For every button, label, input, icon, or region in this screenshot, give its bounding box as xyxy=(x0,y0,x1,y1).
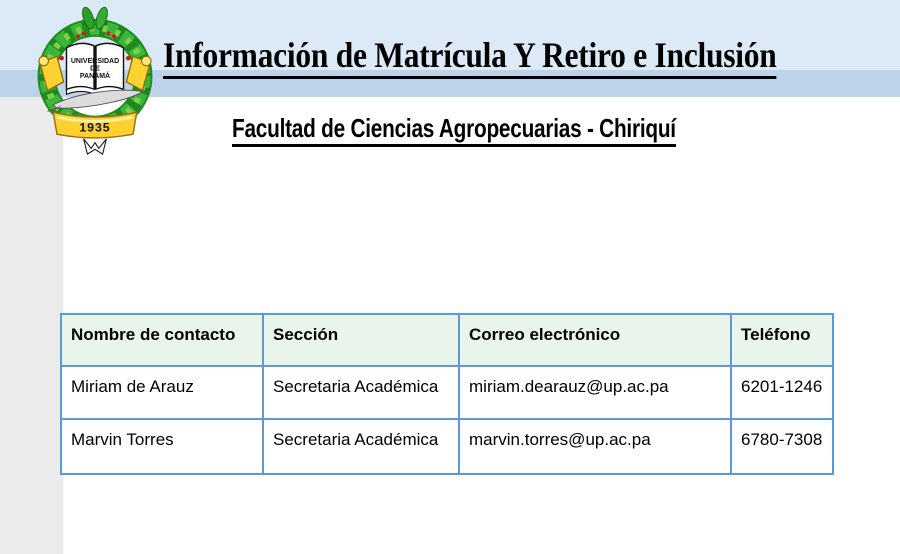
contact-email: miriam.dearauz@up.ac.pa xyxy=(459,366,731,419)
header-telefono: Teléfono xyxy=(731,314,833,366)
left-margin-strip xyxy=(0,97,63,554)
contact-name: Miriam de Arauz xyxy=(61,366,263,419)
table-row xyxy=(61,419,833,474)
book-text-line3: PANAMÁ xyxy=(79,73,111,81)
faculty-subtitle: Facultad de Ciencias Agropecuarias - Chiriquí xyxy=(232,115,676,147)
table-row xyxy=(61,366,833,419)
contact-email: marvin.torres@up.ac.pa xyxy=(459,419,731,474)
bottom-ribbon-icon xyxy=(84,139,107,154)
contact-section: Secretaria Académica xyxy=(263,366,459,419)
book-text-line2: DE xyxy=(90,65,100,73)
header-correo-electronico: Correo electrónico xyxy=(459,314,731,366)
universidad-de-panama-logo-icon xyxy=(27,4,163,156)
contact-section: Secretaria Académica xyxy=(263,419,459,474)
header-seccion: Sección xyxy=(263,314,459,366)
contacts-table-header-row xyxy=(61,314,833,366)
header-nombre-de-contacto: Nombre de contacto xyxy=(61,314,263,366)
contact-phone: 6780-7308 xyxy=(731,419,833,474)
contacts-table xyxy=(60,313,834,475)
contact-phone: 6201-1246 xyxy=(731,366,833,419)
page-title: Información de Matrícula Y Retiro e Inclusión xyxy=(163,37,776,79)
book-text-line1: UNIVERSIDAD xyxy=(70,57,120,65)
contact-name: Marvin Torres xyxy=(61,419,263,474)
banner-year-text: 1935 xyxy=(79,120,111,135)
open-book-icon xyxy=(67,43,124,94)
